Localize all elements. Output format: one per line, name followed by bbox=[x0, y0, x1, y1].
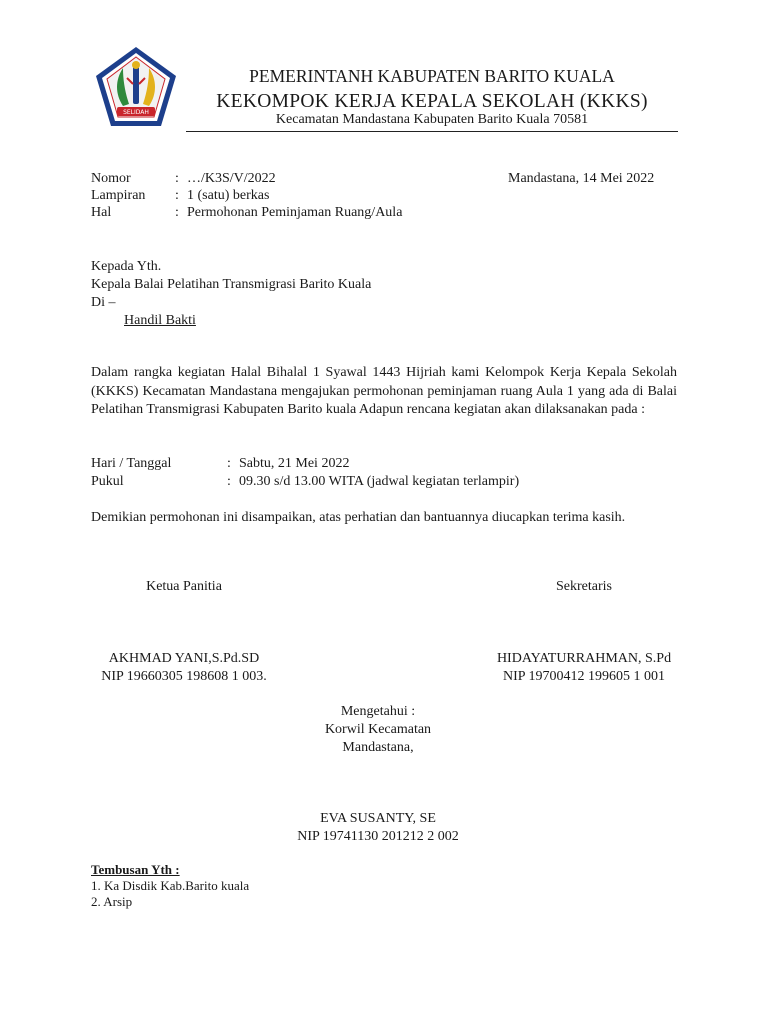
nomor-value: …/K3S/V/2022 bbox=[187, 171, 276, 186]
place-date: Mandastana, 14 Mei 2022 bbox=[508, 171, 655, 186]
hari-label: Hari / Tanggal bbox=[91, 456, 172, 471]
approver-nip: NIP 19741130 201212 2 002 bbox=[297, 829, 459, 844]
lampiran-value: 1 (satu) berkas bbox=[187, 188, 270, 203]
letterhead-government: PEMERINTANH KABUPATEN BARITO KUALA bbox=[249, 66, 615, 86]
nomor-label: Nomor bbox=[91, 171, 131, 186]
body-paragraph: Dalam rangka kegiatan Halal Bihalal 1 Syawal 1443 Hijriah kami Kelompok Kerja Kepala Sekolah (KKKS) Kecamatan Mandastana mengajukan permohonan peminjaman ruang Aula 1 yang ada di Balai Pelatihan Transmigrasi Kabupaten Barito kuala Adapun rencana kegiatan akan dilaksanakan pada : bbox=[91, 365, 677, 417]
regency-logo bbox=[93, 44, 179, 130]
svg-text:SELIDAH: SELIDAH bbox=[123, 109, 149, 116]
addressee-location: Handil Bakti bbox=[124, 313, 196, 328]
hari-value: Sabtu, 21 Mei 2022 bbox=[239, 456, 350, 471]
pukul-value: 09.30 s/d 13.00 WITA (jadwal kegiatan terlampir) bbox=[239, 474, 520, 489]
right-signer-nip: NIP 19700412 199605 1 001 bbox=[502, 669, 666, 684]
hal-value: Permohonan Peminjaman Ruang/Aula bbox=[187, 205, 403, 220]
hal-label: Hal bbox=[91, 205, 112, 220]
cc-title: Tembusan Yth : bbox=[91, 862, 180, 877]
closing-sentence: Demikian permohonan ini disampaikan, atas perhatian dan bantuannya diucapkan terima kasih. bbox=[91, 510, 626, 525]
left-signer-name: AKHMAD YANI,S.Pd.SD bbox=[108, 651, 260, 666]
pukul-label: Pukul bbox=[91, 474, 124, 489]
pukul-colon: : bbox=[227, 474, 231, 489]
letterhead-organization: KEKOMPOK KERJA KEPALA SEKOLAH (KKKS) bbox=[216, 91, 648, 112]
approver-name: EVA SUSANTY, SE bbox=[320, 811, 436, 826]
left-signer-title: Ketua Panitia bbox=[146, 579, 222, 594]
hari-colon: : bbox=[227, 456, 231, 471]
letterhead-address: Kecamatan Mandastana Kabupaten Barito Kuala 70581 bbox=[275, 112, 589, 127]
hal-colon: : bbox=[175, 205, 179, 220]
left-signer-nip: NIP 19660305 198608 1 003. bbox=[101, 669, 267, 684]
nomor-colon: : bbox=[175, 171, 179, 186]
approval-position: Korwil Kecamatan bbox=[324, 722, 432, 737]
addressee-greeting: Kepada Yth. bbox=[91, 259, 162, 274]
cc-item: 1. Ka Disdik Kab.Barito kuala bbox=[91, 878, 250, 893]
addressee-di: Di – bbox=[91, 295, 116, 310]
approval-district: Mandastana, bbox=[342, 740, 414, 755]
right-signer-title: Sekretaris bbox=[556, 579, 612, 594]
lampiran-colon: : bbox=[175, 188, 179, 203]
cc-item: 2. Arsip bbox=[91, 894, 133, 909]
right-signer-name: HIDAYATURRAHMAN, S.Pd bbox=[496, 651, 672, 666]
header-divider bbox=[186, 131, 678, 132]
lampiran-label: Lampiran bbox=[91, 188, 146, 203]
approval-label: Mengetahui : bbox=[340, 704, 416, 719]
addressee-recipient: Kepala Balai Pelatihan Transmigrasi Barito Kuala bbox=[91, 277, 372, 292]
